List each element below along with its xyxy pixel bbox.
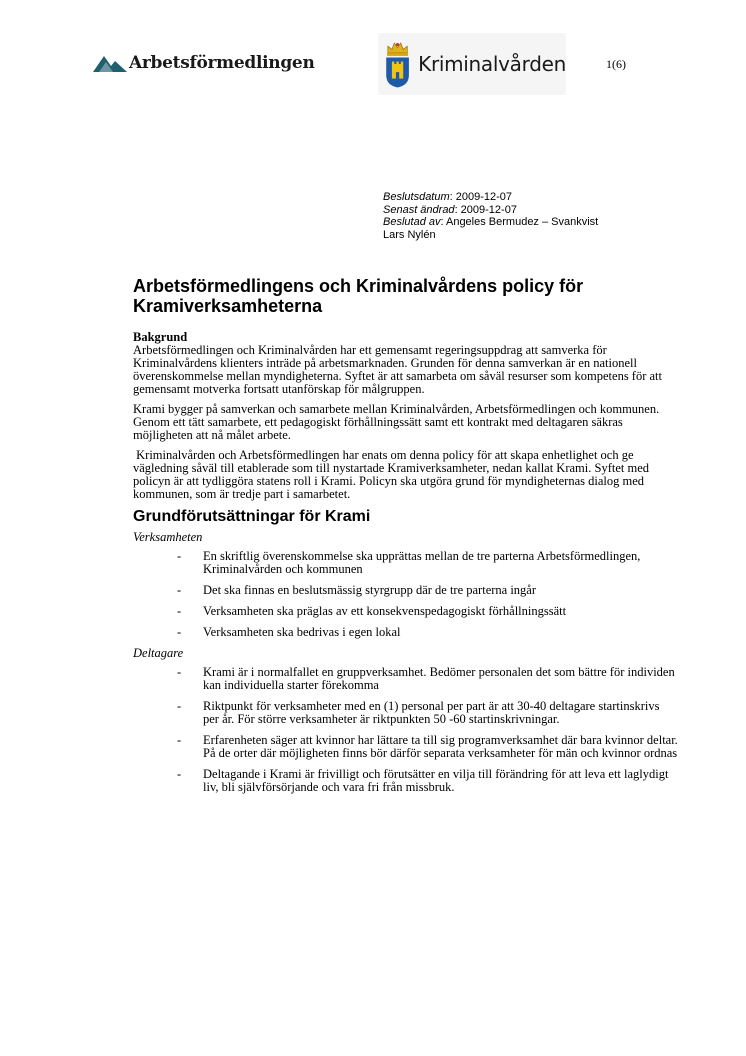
page-number: 1(6) [606, 57, 626, 71]
beslutsdatum-line [383, 191, 598, 204]
bakgrund-heading: Bakgrund [133, 330, 188, 344]
beslutad-av-second-line: Lars Nylén [383, 228, 436, 241]
deltagare-list [133, 666, 678, 794]
list-item: - Erfarenheten säger att kvinnor har lättare ta till sig programverksamhet där bara kvinnor deltar. På de orter där möjligheten finns bör därför separata verksamheter för män och kvinnor ordnas [133, 734, 678, 760]
arbetsformedlingen-logo [93, 52, 315, 74]
verksamheten-subheading: Verksamheten [133, 530, 203, 544]
list-item: - Krami är i normalfallet en gruppverksamhet. Bedömer personalen det som bättre för individen kan individuella starter förekomma [133, 666, 678, 692]
beslutad-av-label: Beslutad av [383, 216, 441, 228]
beslutsdatum-value: : 2009-12-07 [449, 191, 513, 203]
beslutad-av-line [383, 216, 598, 229]
senast-andrad-line [383, 204, 598, 217]
crown-shield-icon [383, 34, 412, 94]
list-item: - Verksamheten ska bedrivas i egen lokal [133, 626, 678, 639]
decision-metadata [383, 191, 598, 241]
arbetsformedlingen-logo-text: Arbetsförmedlingen [129, 53, 315, 73]
grundforutsattningar-heading: Grundförutsättningar för Krami [133, 508, 371, 525]
beslutad-av-value: : Angeles Bermudez – Svankvist [440, 216, 599, 228]
senast-andrad-label: Senast ändrad [383, 203, 455, 216]
verksamheten-list [133, 550, 678, 639]
list-item: - Verksamheten ska präglas av ett konsekvenspedagogiskt förhållningssätt [133, 605, 678, 618]
list-item: - Deltagande i Krami är frivilligt och förutsätter en vilja till förändring för att leva ett laglydigt liv, bli självförsörjande och vara fri från missbruk. [133, 768, 678, 794]
main-content [133, 276, 678, 802]
deltagare-subheading: Deltagare [133, 646, 184, 660]
list-item: - Det ska finnas en beslutsmässig styrgrupp där de tre parterna ingår [133, 584, 678, 597]
bakgrund-paragraph-3: Kriminalvården och Arbetsförmedlingen har enats om denna policy för att skapa enhetlighet och ge vägledning såväl till etablerade som till nystartade Kramiverksamheter, nedan kallat Krami. Syftet med policyn är att tydliggöra statens roll i Krami. Policyn ska utgöra grund för myndigheternas dialog med kommunen, som är tredje part i samarbetet. [133, 448, 653, 501]
arbetsformedlingen-mark-icon [93, 52, 127, 74]
bakgrund-paragraph-1: Arbetsförmedlingen och Kriminalvården har ett gemensamt regeringsuppdrag att samverka för Kriminalvårdens klienters inträde på arbetsmarknaden. Grunden för denna samverkan är en nationell överenskommelse mellan myndigheterna. Syftet är att samarbeta om såväl resurser som kompetens för att gemensamt motverka fortsatt utanförskap för målgruppen. [133, 343, 663, 396]
senast-andrad-value: : 2009-12-07 [454, 203, 517, 216]
list-item: - Riktpunkt för verksamheter med en (1) personal per part är att 30-40 deltagare startinskrivs per år. För större verksamheter är riktpunkten 50 -60 startinskrivningar. [133, 700, 678, 726]
bakgrund-paragraph-2: Krami bygger på samverkan och samarbete mellan Kriminalvården, Arbetsförmedlingen och kommunen. Genom ett tätt samarbete, ett pedagogiskt förhållningssätt samt ett kontrakt med deltagaren säkras möjligheten att nå målet arbete. [133, 402, 660, 442]
document-title: Arbetsförmedlingens och Kriminalvårdens policy för Kramiverksamheterna [133, 276, 584, 316]
list-item: - En skriftlig överenskommelse ska upprättas mellan de tre parterna Arbetsförmedlingen, Kriminalvården och kommunen [133, 550, 678, 576]
kriminalvarden-logo [378, 33, 566, 95]
kriminalvarden-logo-text: Kriminalvården [418, 52, 566, 76]
beslutsdatum-label: Beslutsdatum [383, 191, 450, 203]
